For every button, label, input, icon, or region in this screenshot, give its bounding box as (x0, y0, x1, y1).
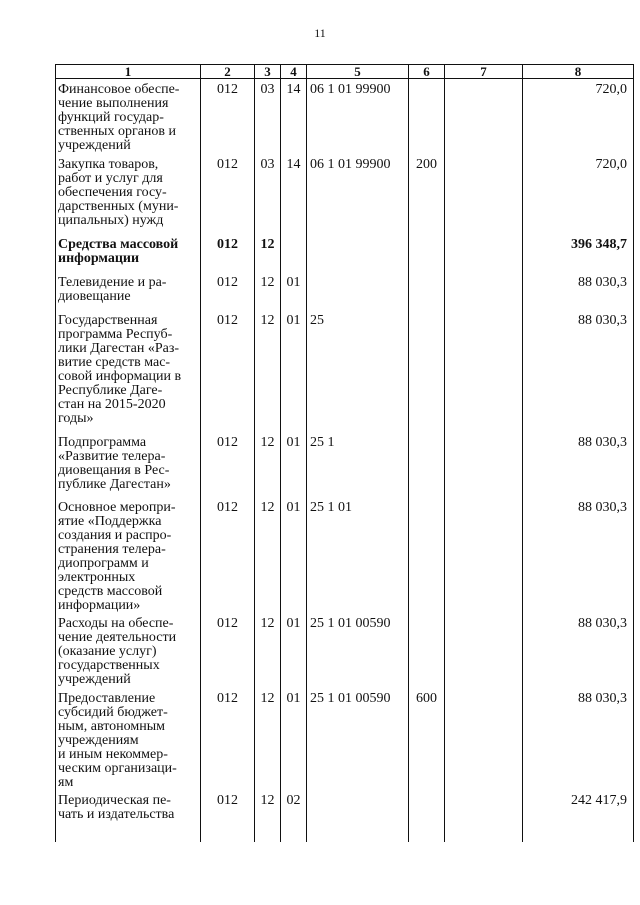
table-row (56, 688, 634, 790)
row-section-code: 12 (255, 497, 281, 613)
row-description: Предоставление субсидий бюджет- ным, автономным учреждениям и иным некоммер- ческим организаци- ям (56, 688, 201, 790)
row-col-7 (445, 790, 523, 842)
row-amount: 396 348,7 (523, 234, 634, 272)
row-ministry-code: 012 (201, 310, 255, 432)
row-description: Подпрограмма «Развитие телера- диовещания в Рес- публике Дагестан» (56, 432, 201, 497)
row-ministry-code: 012 (201, 432, 255, 497)
row-section-code: 12 (255, 310, 281, 432)
row-amount: 88 030,3 (523, 272, 634, 310)
row-subsection-code: 01 (281, 613, 307, 688)
row-subsection-code: 01 (281, 272, 307, 310)
row-expense-type (409, 613, 445, 688)
row-col-7 (445, 688, 523, 790)
row-description: Государственная программа Респуб- лики Дагестан «Раз- витие средств мас- совой информации в Республике Даге- стан на 2015-2020 годы» (56, 310, 201, 432)
row-target-article (307, 234, 409, 272)
row-target-article: 25 1 01 (307, 497, 409, 613)
row-description: Средства массовой информации (56, 234, 201, 272)
row-section-code: 12 (255, 432, 281, 497)
row-amount: 242 417,9 (523, 790, 634, 842)
row-description: Основное меропри- ятие «Поддержка создания и распро- странения телера- диопрограмм и электронных средств массовой информации» (56, 497, 201, 613)
table-row (56, 432, 634, 497)
row-ministry-code: 012 (201, 497, 255, 613)
row-description: Закупка товаров, работ и услуг для обеспечения госу- дарственных (муни- ципальных) нужд (56, 154, 201, 234)
row-expense-type (409, 79, 445, 154)
row-section-code: 03 (255, 154, 281, 234)
row-section-code: 12 (255, 272, 281, 310)
row-section-code: 03 (255, 79, 281, 154)
row-amount: 88 030,3 (523, 688, 634, 790)
row-target-article: 25 1 01 00590 (307, 688, 409, 790)
row-section-code: 12 (255, 790, 281, 842)
table-row (56, 790, 634, 842)
row-expense-type (409, 432, 445, 497)
row-expense-type: 600 (409, 688, 445, 790)
table-row (56, 79, 634, 154)
header-col-7: 7 (445, 65, 523, 79)
row-target-article: 06 1 01 99900 (307, 79, 409, 154)
row-amount: 88 030,3 (523, 613, 634, 688)
row-subsection-code: 01 (281, 310, 307, 432)
table-row (56, 154, 634, 234)
row-col-7 (445, 310, 523, 432)
budget-table (55, 64, 634, 842)
row-target-article: 25 1 (307, 432, 409, 497)
row-subsection-code: 02 (281, 790, 307, 842)
row-amount: 720,0 (523, 79, 634, 154)
row-subsection-code: 01 (281, 432, 307, 497)
row-amount: 88 030,3 (523, 432, 634, 497)
table-row (56, 234, 634, 272)
row-expense-type (409, 234, 445, 272)
row-col-7 (445, 272, 523, 310)
table-row (56, 497, 634, 613)
row-description: Периодическая пе- чать и издательства (56, 790, 201, 842)
row-description: Расходы на обеспе- чение деятельности (оказание услуг) государственных учреждений (56, 613, 201, 688)
row-subsection-code: 01 (281, 497, 307, 613)
row-expense-type (409, 497, 445, 613)
row-col-7 (445, 432, 523, 497)
header-col-6: 6 (409, 65, 445, 79)
row-ministry-code: 012 (201, 79, 255, 154)
table-row (56, 272, 634, 310)
row-col-7 (445, 613, 523, 688)
header-col-1: 1 (56, 65, 201, 79)
row-col-7 (445, 234, 523, 272)
row-subsection-code (281, 234, 307, 272)
row-ministry-code: 012 (201, 613, 255, 688)
row-subsection-code: 14 (281, 154, 307, 234)
row-description: Телевидение и ра- диовещание (56, 272, 201, 310)
header-row (56, 65, 634, 79)
row-ministry-code: 012 (201, 234, 255, 272)
row-ministry-code: 012 (201, 272, 255, 310)
row-section-code: 12 (255, 613, 281, 688)
row-description: Финансовое обеспе- чение выполнения функций государ- ственных органов и учреждений (56, 79, 201, 154)
row-target-article (307, 272, 409, 310)
row-subsection-code: 01 (281, 688, 307, 790)
row-amount: 88 030,3 (523, 310, 634, 432)
row-expense-type: 200 (409, 154, 445, 234)
row-ministry-code: 012 (201, 790, 255, 842)
row-col-7 (445, 154, 523, 234)
row-expense-type (409, 790, 445, 842)
row-ministry-code: 012 (201, 154, 255, 234)
row-col-7 (445, 79, 523, 154)
table-row (56, 310, 634, 432)
page-number: 11 (314, 26, 326, 40)
row-target-article: 25 (307, 310, 409, 432)
row-col-7 (445, 497, 523, 613)
header-col-2: 2 (201, 65, 255, 79)
row-target-article (307, 790, 409, 842)
table-row (56, 613, 634, 688)
row-amount: 88 030,3 (523, 497, 634, 613)
header-col-4: 4 (281, 65, 307, 79)
row-subsection-code: 14 (281, 79, 307, 154)
row-amount: 720,0 (523, 154, 634, 234)
header-col-8: 8 (523, 65, 634, 79)
row-section-code: 12 (255, 688, 281, 790)
row-target-article: 06 1 01 99900 (307, 154, 409, 234)
row-section-code: 12 (255, 234, 281, 272)
header-col-3: 3 (255, 65, 281, 79)
row-ministry-code: 012 (201, 688, 255, 790)
header-col-5: 5 (307, 65, 409, 79)
row-expense-type (409, 272, 445, 310)
row-expense-type (409, 310, 445, 432)
row-target-article: 25 1 01 00590 (307, 613, 409, 688)
